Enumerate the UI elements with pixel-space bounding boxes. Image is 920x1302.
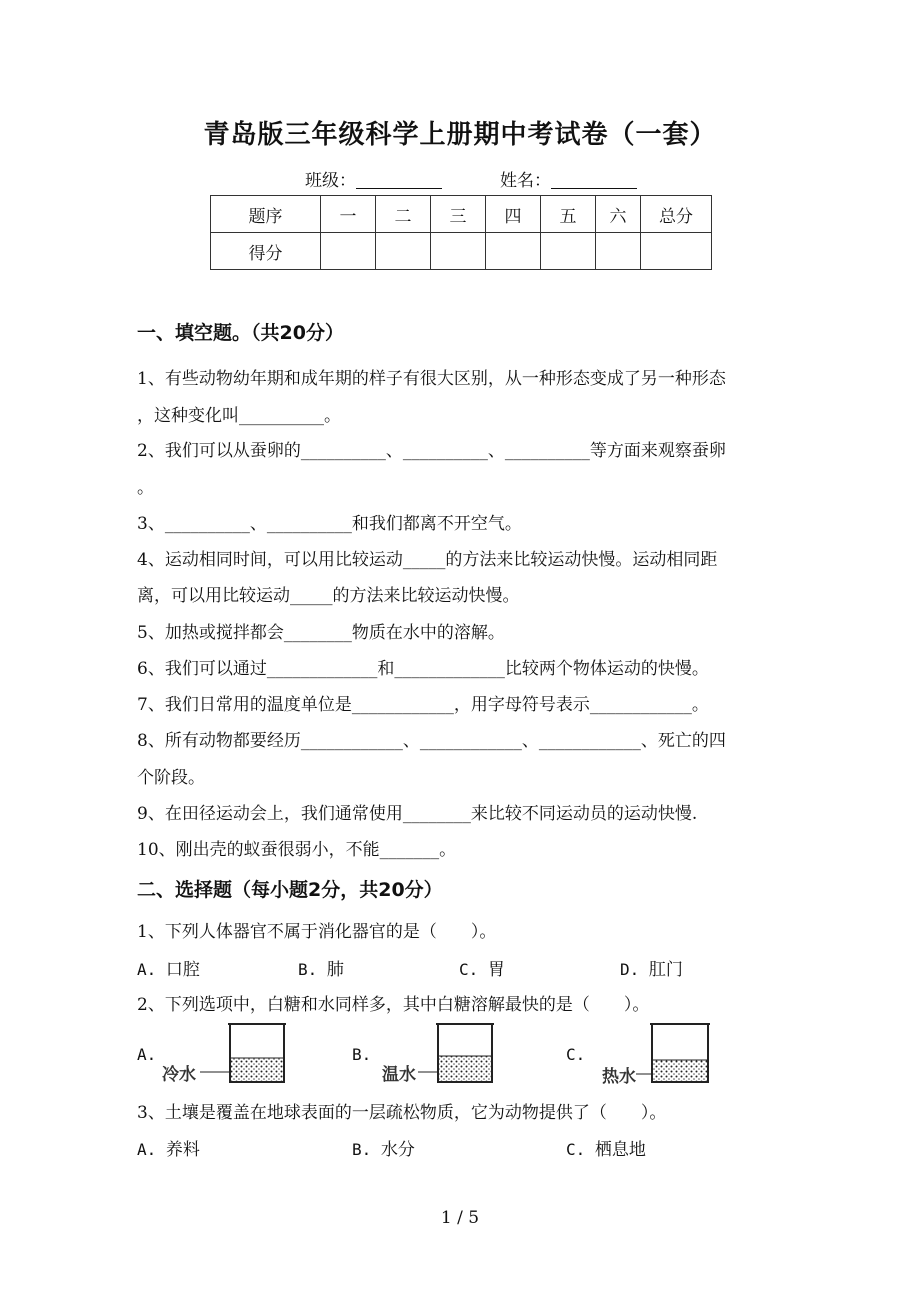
beaker-label: 热水 <box>602 1067 636 1087</box>
fill-blank-line: 5、加热或搅拌都会________物质在水中的溶解。 <box>137 623 505 643</box>
score-header-cell: 五 <box>541 196 596 233</box>
question-2-text: 2、下列选项中，白糖和水同样多，其中白糖溶解最快的是（ ）。 <box>137 995 650 1015</box>
score-header-cell: 题序 <box>211 196 321 233</box>
q2-option-c-letter[interactable]: C. <box>566 1045 586 1064</box>
score-table <box>210 195 712 270</box>
score-cell[interactable] <box>541 233 596 270</box>
q1-option-c[interactable]: C. 胃 <box>459 960 505 980</box>
score-cell[interactable] <box>321 233 376 270</box>
q2-option-a-letter[interactable]: A. <box>137 1045 157 1064</box>
score-header-cell: 四 <box>486 196 541 233</box>
score-cell[interactable] <box>641 233 712 270</box>
fill-blank-line: 4、运动相同时间，可以用比较运动_____的方法来比较运动快慢。运动相同距 <box>137 550 718 570</box>
question-1-text: 1、下列人体器官不属于消化器官的是（ ）。 <box>137 922 497 942</box>
fill-blank-line: 9、在田径运动会上，我们通常使用________来比较不同运动员的运动快慢. <box>137 804 698 824</box>
name-label: 姓名： <box>500 171 551 191</box>
q1-option-a[interactable]: A. 口腔 <box>137 960 200 980</box>
score-header-cell: 一 <box>321 196 376 233</box>
fill-blank-line: 8、所有动物都要经历____________、____________、____________、死亡的四 <box>137 731 726 751</box>
fill-blank-line: 1、有些动物幼年期和成年期的样子有很大区别，从一种形态变成了另一种形态 <box>137 369 726 389</box>
fill-blank-line: 2、我们可以从蚕卵的__________、__________、__________等方面来观察蚕卵 <box>137 441 726 461</box>
fill-blank-line: 3、__________、__________和我们都离不开空气。 <box>137 514 522 534</box>
fill-blank-line: 个阶段。 <box>137 768 205 788</box>
class-label: 班级： <box>305 171 356 191</box>
score-cell[interactable] <box>376 233 431 270</box>
q3-option-c[interactable]: C. 栖息地 <box>566 1140 646 1160</box>
score-header-cell: 六 <box>596 196 641 233</box>
beaker-label: 冷水 <box>162 1065 196 1085</box>
class-field <box>305 166 442 191</box>
beaker-hot-water-icon[interactable] <box>600 1020 718 1088</box>
fill-blank-line: 7、我们日常用的温度单位是____________，用字母符号表示____________。 <box>137 695 709 715</box>
score-cell[interactable] <box>486 233 541 270</box>
name-blank[interactable] <box>551 170 637 189</box>
score-cell[interactable] <box>596 233 641 270</box>
score-cell[interactable] <box>431 233 486 270</box>
fill-blank-line: 离，可以用比较运动_____的方法来比较运动快慢。 <box>137 586 520 606</box>
fill-blank-line: ，这种变化叫__________。 <box>137 406 341 426</box>
q1-option-b[interactable]: B. 肺 <box>298 960 344 980</box>
q3-option-a[interactable]: A. 养料 <box>137 1140 200 1160</box>
section1-heading: 一、填空题。（共20分） <box>137 322 344 344</box>
beaker-cold-water-icon[interactable] <box>160 1020 290 1088</box>
question-3-text: 3、土壤是覆盖在地球表面的一层疏松物质，它为动物提供了（ ）。 <box>137 1103 667 1123</box>
q2-option-b-letter[interactable]: B. <box>352 1045 372 1064</box>
class-blank[interactable] <box>356 170 442 189</box>
q1-option-d[interactable]: D. 肛门 <box>620 960 683 980</box>
q3-option-b[interactable]: B. 水分 <box>352 1140 415 1160</box>
score-table-score-row <box>211 233 712 270</box>
fill-blank-line: 。 <box>137 478 154 498</box>
score-header-cell: 二 <box>376 196 431 233</box>
beaker-label: 温水 <box>382 1065 416 1085</box>
page-number: 1 / 5 <box>440 1208 480 1228</box>
fill-blank-line: 6、我们可以通过_____________和_____________比较两个物体运动的快慢。 <box>137 659 709 679</box>
score-row-label: 得分 <box>211 233 321 270</box>
beaker-warm-water-icon[interactable] <box>380 1020 504 1088</box>
fill-blank-line: 10、刚出壳的蚁蚕很弱小，不能_______。 <box>137 840 457 860</box>
score-header-cell: 总分 <box>641 196 712 233</box>
score-table-header-row <box>211 196 712 233</box>
section2-heading: 二、选择题（每小题2分，共20分） <box>137 879 443 901</box>
name-field <box>500 166 637 191</box>
page-title: 青岛版三年级科学上册期中考试卷（一套） <box>203 120 717 150</box>
score-header-cell: 三 <box>431 196 486 233</box>
